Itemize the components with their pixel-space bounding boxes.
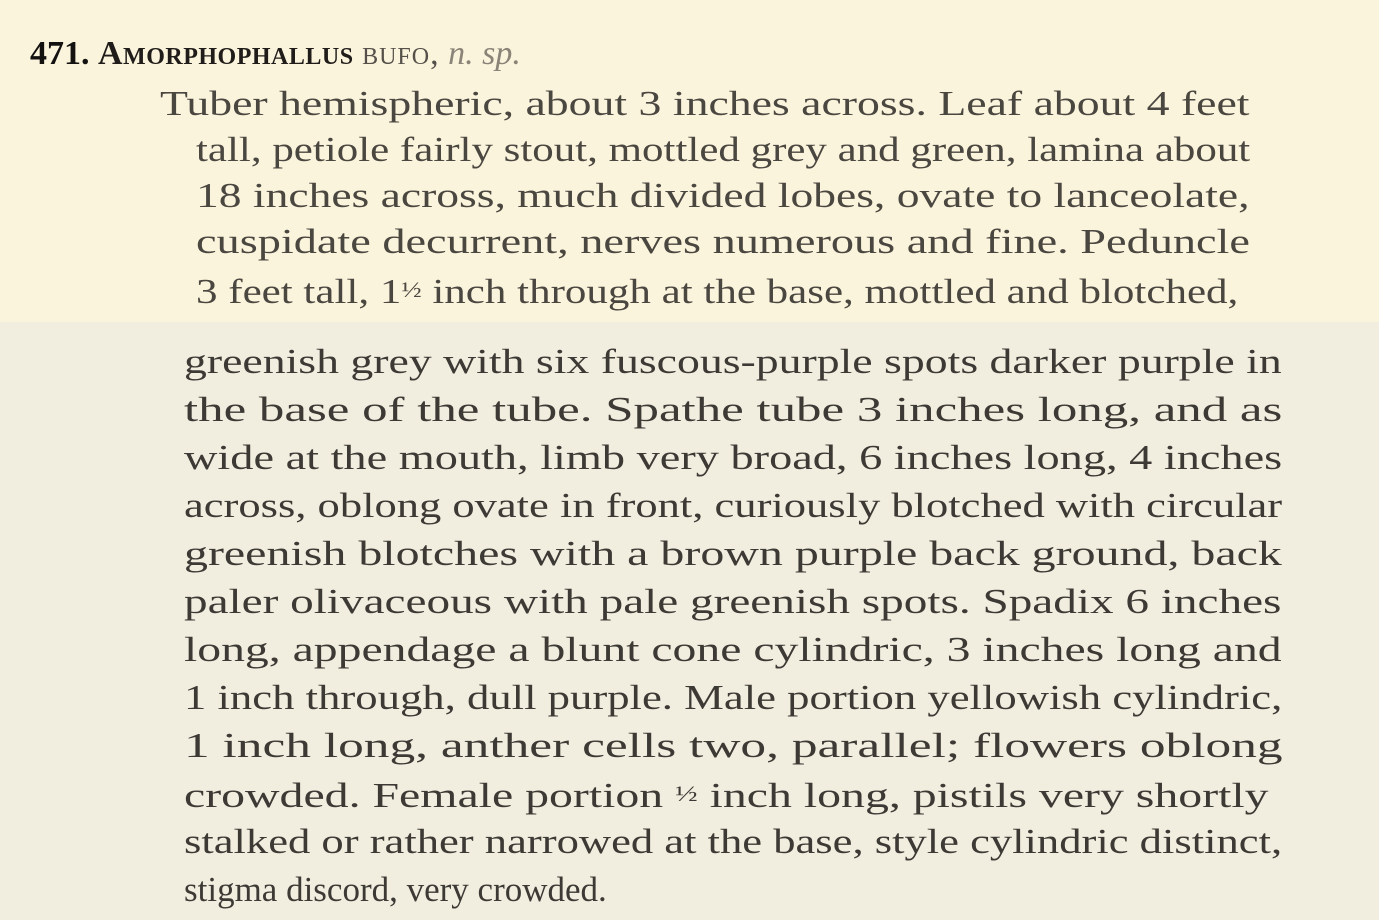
entry-number: 471.: [30, 35, 90, 72]
description-line: stalked or rather narrowed at the base, style cylindric distinct,: [184, 822, 1283, 861]
new-species-mark: n. sp.: [448, 35, 521, 72]
description-line: 1 inch through, dull purple. Male portion yellowish cylindric,: [184, 678, 1283, 717]
species-epithet: bufo,: [362, 35, 440, 72]
genus-name: Amorphophallus: [98, 35, 354, 72]
description-line: tall, petiole fairly stout, mottled grey and green, lamina about: [196, 130, 1251, 169]
description-line: 3 feet tall, 1½ inch through at the base, mottled and blotched,: [196, 272, 1239, 311]
fraction-half: ½: [675, 781, 698, 806]
description-line: the base of the tube. Spathe tube 3 inches long, and as: [184, 390, 1283, 429]
description-line: cuspidate decurrent, nerves numerous and fine. Peduncle: [196, 222, 1250, 261]
description-line: Tuber hemispheric, about 3 inches across. Leaf about 4 feet: [160, 84, 1250, 123]
description-line: crowded. Female portion ½ inch long, pistils very shortly: [184, 776, 1269, 815]
description-line: paler olivaceous with pale greenish spots. Spadix 6 inches: [184, 582, 1282, 621]
description-line: stigma discord, very crowded.: [184, 870, 607, 909]
species-heading: [30, 32, 521, 76]
description-line: across, oblong ovate in front, curiously blotched with circular: [184, 486, 1283, 525]
fraction-half: ½: [401, 277, 422, 302]
description-line: long, appendage a blunt cone cylindric, 3 inches long and: [184, 630, 1282, 669]
description-line: 18 inches across, much divided lobes, ovate to lanceolate,: [196, 176, 1250, 215]
description-line: greenish blotches with a brown purple back ground, back: [184, 534, 1282, 573]
description-line: wide at the mouth, limb very broad, 6 inches long, 4 inches: [184, 438, 1283, 477]
description-line: greenish grey with six fuscous-purple spots darker purple in: [184, 342, 1282, 381]
description-line: 1 inch long, anther cells two, parallel; flowers oblong: [184, 726, 1283, 765]
